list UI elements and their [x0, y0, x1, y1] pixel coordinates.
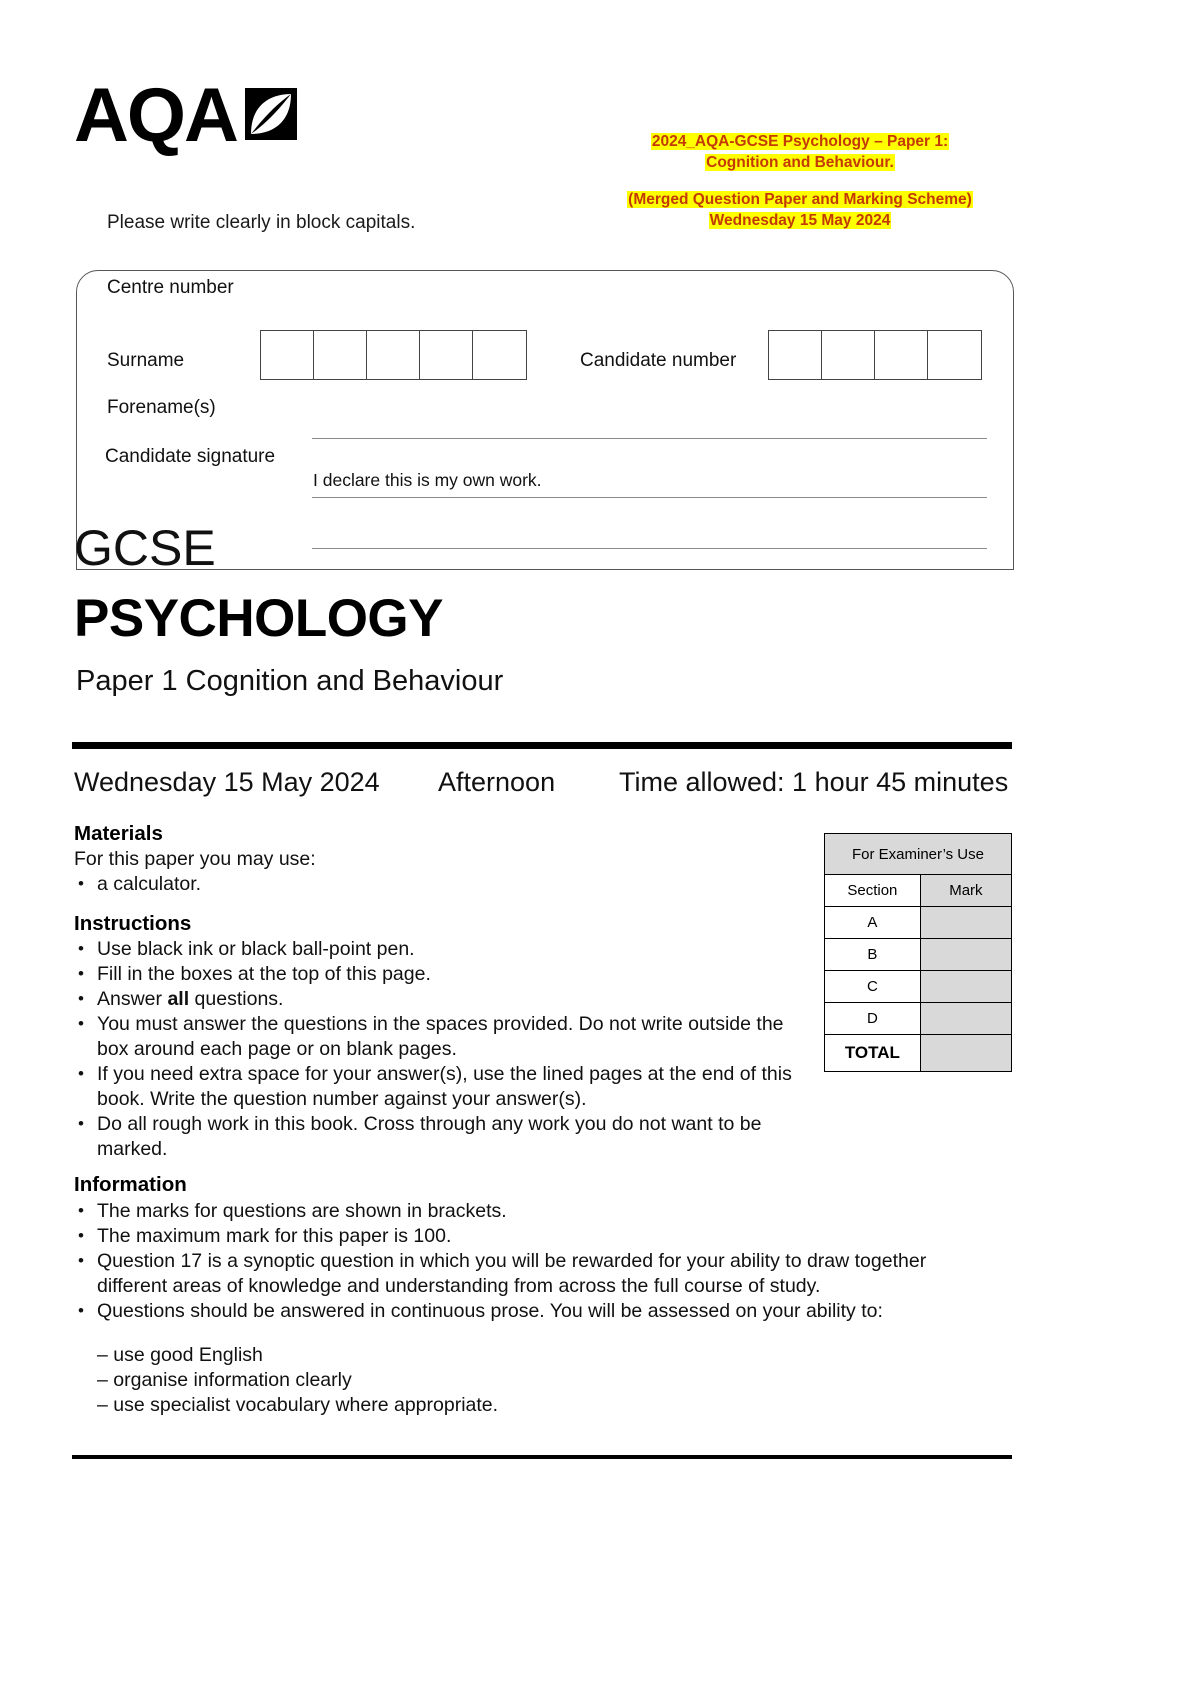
signature-rule-top — [312, 438, 987, 439]
signature-rule-bottom — [312, 548, 987, 549]
signature-rule-middle — [312, 497, 987, 498]
list-item: • The marks for questions are shown in brackets. — [74, 1199, 979, 1224]
forenames-label: Forename(s) — [107, 397, 216, 418]
list-item: • Question 17 is a synoptic question in which you will be rewarded for your ability to draw together different areas of knowledge and understanding from across the full course of study. — [74, 1249, 979, 1299]
centre-number-input[interactable] — [260, 330, 527, 380]
candidate-signature-label: Candidate signature — [105, 446, 276, 467]
candidate-number-cell[interactable] — [928, 331, 981, 379]
candidate-details-box — [76, 270, 1014, 570]
centre-number-cell[interactable] — [261, 331, 314, 379]
list-item: • Use black ink or black ball-point pen. — [74, 937, 794, 962]
list-item: – use specialist vocabulary where appropriate. — [97, 1394, 499, 1416]
qualification-title: GCSE — [74, 520, 216, 576]
list-item: • You must answer the questions in the spaces provided. Do not write outside the box around each page or on blank pages. — [74, 1012, 794, 1062]
table-row — [825, 971, 1012, 1003]
mark-cell[interactable] — [920, 1003, 1011, 1035]
section-label: A — [825, 907, 921, 939]
list-item: • The maximum mark for this paper is 100. — [74, 1224, 979, 1249]
information-heading: Information — [74, 1173, 187, 1196]
centre-number-cell[interactable] — [420, 331, 473, 379]
banner-line-4: Wednesday 15 May 2024 — [709, 212, 891, 229]
footer-divider — [72, 1455, 1012, 1459]
candidate-number-cell[interactable] — [822, 331, 875, 379]
mark-cell[interactable] — [920, 971, 1011, 1003]
header-divider — [72, 742, 1012, 749]
examiner-table-title: For Examiner’s Use — [825, 834, 1012, 875]
list-item-answer-all — [74, 987, 794, 1012]
exam-time-allowed: Time allowed: 1 hour 45 minutes — [619, 767, 1009, 797]
materials-list — [74, 872, 774, 897]
list-item: • Questions should be answered in continuous prose. You will be assessed on your ability to: — [74, 1299, 979, 1324]
paper-subtitle: Paper 1 Cognition and Behaviour — [76, 665, 504, 697]
total-label: TOTAL — [825, 1035, 921, 1072]
aqa-logo-text: AQA — [74, 73, 237, 158]
list-item: • Do all rough work in this book. Cross through any work you do not want to be marked. — [74, 1112, 794, 1162]
bold-all: all — [167, 988, 190, 1010]
candidate-number-input[interactable] — [768, 330, 982, 380]
mark-cell[interactable] — [920, 939, 1011, 971]
answer-all-text: Answer all questions. — [97, 988, 284, 1010]
candidate-number-label: Candidate number — [580, 350, 737, 371]
merged-doc-banner — [590, 131, 1010, 231]
aqa-logo — [74, 73, 299, 158]
banner-line-2: Cognition and Behaviour. — [706, 154, 894, 171]
exam-session: Afternoon — [438, 767, 556, 797]
centre-number-cell[interactable] — [367, 331, 420, 379]
list-item: – use good English — [97, 1344, 263, 1366]
list-item: • Fill in the boxes at the top of this page. — [74, 962, 794, 987]
table-row — [825, 939, 1012, 971]
instructions-list — [74, 937, 794, 1162]
total-mark-cell[interactable] — [920, 1035, 1011, 1072]
list-item: • If you need extra space for your answer(s), use the lined pages at the end of this book. Write the question number against your answer(s). — [74, 1062, 794, 1112]
table-row — [825, 907, 1012, 939]
declaration-text: I declare this is my own work. — [313, 470, 542, 490]
candidate-number-cell[interactable] — [875, 331, 928, 379]
subject-title: PSYCHOLOGY — [74, 589, 444, 648]
materials-heading: Materials — [74, 822, 163, 845]
surname-label: Surname — [107, 350, 185, 371]
materials-intro: For this paper you may use: — [74, 848, 316, 870]
examiner-table-col-section: Section — [825, 875, 921, 907]
section-label: D — [825, 1003, 921, 1035]
examiner-table-col-mark: Mark — [920, 875, 1011, 907]
section-label: C — [825, 971, 921, 1003]
candidate-number-cell[interactable] — [769, 331, 822, 379]
information-list — [74, 1199, 979, 1324]
centre-number-cell[interactable] — [314, 331, 367, 379]
mark-cell[interactable] — [920, 907, 1011, 939]
examiner-use-table — [824, 833, 1012, 1072]
instructions-heading: Instructions — [74, 912, 192, 935]
leaf-icon — [243, 86, 299, 147]
list-item: – organise information clearly — [97, 1369, 352, 1391]
banner-line-3: (Merged Question Paper and Marking Scheme) — [628, 191, 972, 208]
please-write-instruction: Please write clearly in block capitals. — [107, 212, 416, 233]
list-item: • a calculator. — [74, 872, 774, 897]
centre-number-cell[interactable] — [473, 331, 526, 379]
section-label: B — [825, 939, 921, 971]
exam-date: Wednesday 15 May 2024 — [74, 767, 380, 797]
centre-number-label: Centre number — [107, 277, 234, 298]
banner-line-1: 2024_AQA-GCSE Psychology – Paper 1: — [651, 133, 949, 150]
table-row — [825, 1003, 1012, 1035]
information-sub-list — [97, 1343, 498, 1418]
table-row-total — [825, 1035, 1012, 1072]
